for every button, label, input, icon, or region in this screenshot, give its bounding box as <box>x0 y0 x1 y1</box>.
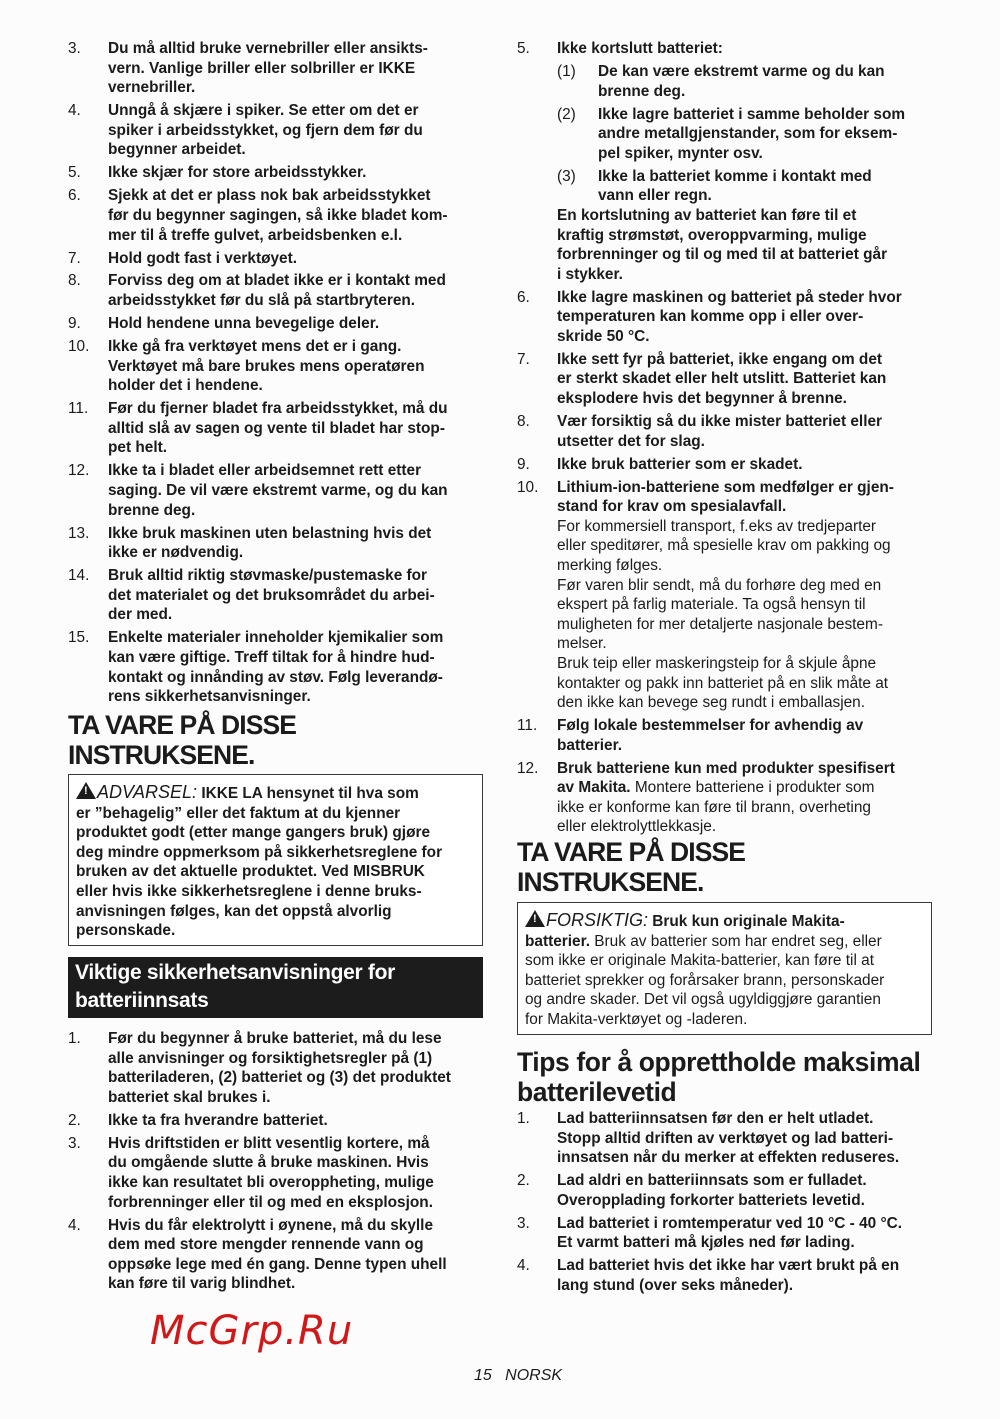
list-item <box>68 1029 488 1107</box>
item-body <box>108 1029 488 1107</box>
item-body <box>108 1134 488 1212</box>
list-item <box>517 350 937 409</box>
item-number: 10. <box>68 338 90 356</box>
item-number: 9. <box>517 455 530 473</box>
caution-bold-text: Bruk kun originale Makita- batterier. <box>525 913 845 950</box>
item-number: 14. <box>68 567 90 585</box>
list-item <box>68 566 488 625</box>
item-text: Lithium-ion-batteriene som medfølger er gjen- stand for krav om spesialavfall. <box>557 478 894 516</box>
list-item <box>517 455 937 475</box>
item-body <box>557 716 937 755</box>
warning-triangle-icon <box>76 782 96 799</box>
item-number: 6. <box>517 288 530 306</box>
list-item <box>68 1111 488 1131</box>
list-item <box>517 288 937 347</box>
item-text: Lad batteriinnsatsen før den er helt utladet. Stopp alltid driften av verktøyet og lad batteri- innsatsen når du merker at effekten reduseres. <box>557 1110 900 1167</box>
page-footer <box>474 1367 562 1385</box>
item-number: 4. <box>68 102 81 120</box>
item-text: Lad aldri en batteriinnsats som er fulladet. Overopplading forkorter batteriets levetid. <box>557 1172 867 1209</box>
warning-box <box>68 774 483 946</box>
item-body <box>557 288 937 347</box>
item-text: Ikke bruk batterier som er skadet. <box>557 455 803 473</box>
item-text: Ikke lagre maskinen og batteriet på steder hvor temperaturen kan komme opp i eller over- skride 50 °C. <box>557 288 902 345</box>
item-text: Før du fjerner bladet fra arbeidsstykket, må du alltid slå av sagen og vente til bladet har stop- pet helt. <box>108 400 448 457</box>
sub-item-number: (2) <box>557 105 576 123</box>
item-number: 5. <box>68 164 81 182</box>
caution-text: Bruk av batterier som har endret seg, eller som ikke er originale Makita-batterier, kan føre til at batteriet sprekker og forårsaker brann, personskader og andre skader. Det vil også ugyldiggjøre garantien for Makita-verktøyet og -laderen. <box>525 932 885 1028</box>
list-item <box>517 39 937 284</box>
page-number: 15 <box>474 1367 492 1384</box>
tips-heading: Tips for å opprettholde maksimal batterilevetid <box>517 1047 921 1107</box>
item-note: Montere batteriene i produkter som ikke er konforme kan føre til brann, overheting eller elektrolyttlekkasje. <box>557 779 875 836</box>
sub-item <box>557 105 937 164</box>
warning-text: IKKE LA hensynet til hva som er ”behagelig” eller det faktum at du kjenner produktet godt (etter mange gangers bruk) gjøre deg mindre oppmerksom på sikkerhetsreglene for bruken av det aktuelle produktet. Ved MISBRUK eller hvis ikke sikkerhetsreglene i denne bruks- anvisningen følges, kan det oppstå alvorlig personskade. <box>76 785 443 940</box>
item-body <box>108 249 488 269</box>
safety-list-right <box>517 39 937 840</box>
caution-label: FORSIKTIG: <box>546 910 649 930</box>
item-text: Enkelte materialer inneholder kjemikalier som kan være giftige. Treff tiltak for å hindre hud- kontakt og innånding av støv. Følg leverandø- rens sikkerhetsanvisninger. <box>108 629 444 706</box>
list-item <box>517 1171 937 1210</box>
item-number: 12. <box>68 462 90 480</box>
item-number: 8. <box>68 272 81 290</box>
item-number: 7. <box>68 249 81 267</box>
item-body <box>557 1109 937 1168</box>
item-text: Før du begynner å bruke batteriet, må du lese alle anvisninger og forsiktighetsregler på (1) batteriladeren, (2) batteriet og (3) det produktet batteriet skal brukes i. <box>108 1030 451 1106</box>
list-item <box>517 716 937 755</box>
list-item <box>517 1109 937 1168</box>
list-item <box>517 1214 937 1253</box>
list-item <box>68 101 488 160</box>
item-body <box>557 1171 937 1210</box>
item-number: 6. <box>68 187 81 205</box>
item-number: 7. <box>517 350 530 368</box>
item-text: Ikke bruk maskinen uten belastning hvis det ikke er nødvendig. <box>108 524 432 562</box>
list-item <box>517 1256 937 1295</box>
item-number: 11. <box>517 717 538 735</box>
sub-item-text: Ikke la batteriet komme i kontakt med vann eller regn. <box>598 167 872 205</box>
item-body <box>108 314 488 334</box>
item-body <box>557 478 937 713</box>
language-label: NORSK <box>505 1367 563 1384</box>
item-text: Unngå å skjære i spiker. Se etter om det er spiker i arbeidsstykket, og fjern dem før du begynner arbeidet. <box>108 102 423 159</box>
sub-item-number: (1) <box>557 62 576 80</box>
item-number: 2. <box>68 1111 81 1129</box>
list-item <box>68 337 488 396</box>
list-item <box>68 628 488 706</box>
item-body <box>557 412 937 451</box>
item-text: Bruk batteriene kun med produkter spesifisert av Makita. <box>557 759 895 797</box>
item-body <box>108 186 488 245</box>
item-number: 1. <box>68 1030 81 1047</box>
list-item <box>68 1134 488 1212</box>
item-number: 15. <box>68 629 90 647</box>
item-body <box>108 101 488 160</box>
item-number: 4. <box>68 1216 81 1234</box>
item-number: 3. <box>517 1214 530 1232</box>
sub-item-text: De kan være ekstremt varme og du kan brenne deg. <box>598 62 885 100</box>
item-body <box>108 566 488 625</box>
list-item <box>68 314 488 334</box>
item-conclusion: En kortslutning av batteriet kan føre til et kraftig strømstøt, overoppvarming, mulige forbrenninger og til og med til at batteriet går i stykker. <box>557 206 888 283</box>
list-item <box>68 163 488 183</box>
item-text: Ikke gå fra verktøyet mens det er i gang. Verktøyet må bare brukes mens operatøren holder det i hendene. <box>108 338 425 395</box>
item-number: 13. <box>68 524 90 542</box>
item-text: Ikke kortslutt batteriet: <box>557 40 723 57</box>
sub-item <box>557 167 937 206</box>
caution-box <box>517 902 932 1035</box>
list-item <box>517 759 937 837</box>
item-number: 3. <box>68 1134 81 1152</box>
item-number: 4. <box>517 1257 530 1275</box>
list-item <box>517 478 937 713</box>
item-number: 9. <box>68 315 81 333</box>
item-text: Følg lokale bestemmelser for avhendig av batterier. <box>557 717 864 754</box>
list-item <box>68 186 488 245</box>
item-note: For kommersiell transport, f.eks av tredjeparter eller speditører, må spesielle krav om pakking og merking følges. Før varen blir sendt, må du forhøre deg med en ekspert på farlig materiale. Ta også hensyn til muligheten for mer detaljerte nasjonale bestem- melser. Bruk teip eller maskeringsteip for å skjule åpne kontakter og pakk inn batteriet på en slik måte at den ikke kan bevege seg rundt i emballasjen. <box>557 517 891 712</box>
item-number: 11. <box>68 400 89 418</box>
item-body <box>108 337 488 396</box>
item-text: Hold godt fast i verktøyet. <box>108 249 297 267</box>
item-body <box>108 1111 488 1131</box>
item-text: Hvis driftstiden er blitt vesentlig kortere, må du omgående slutte å bruke maskinen. Hvis ikke kan resultatet bli overoppheting, mulige forbrenninger eller til og med en eksplosjon. <box>108 1134 434 1211</box>
item-text: Ikke skjær for store arbeidsstykker. <box>108 164 367 182</box>
warning-label: ADVARSEL: <box>97 782 198 802</box>
item-body <box>108 628 488 706</box>
item-number: 3. <box>68 40 81 57</box>
item-text: Du må alltid bruke vernebriller eller ansikts- vern. Vanlige briller eller solbriller er IKKE vernebriller. <box>108 40 428 97</box>
list-item <box>68 39 488 98</box>
list-item <box>68 524 488 563</box>
list-item <box>68 461 488 520</box>
section-heading-save-instructions: TA VARE PÅ DISSE INSTRUKSENE. <box>68 710 297 770</box>
item-text: Hold hendene unna bevegelige deler. <box>108 315 380 333</box>
item-text: Vær forsiktig så du ikke mister batteriet eller utsetter det for slag. <box>557 413 883 450</box>
item-number: 8. <box>517 413 530 431</box>
item-body <box>108 271 488 310</box>
item-number: 12. <box>517 759 539 777</box>
item-body <box>557 759 937 837</box>
item-text: Lad batteriet i romtemperatur ved 10 °C - 40 °C. Et varmt batteri må kjøles ned før lading. <box>557 1214 903 1252</box>
sub-item <box>557 62 937 101</box>
item-body <box>108 461 488 520</box>
section-band-battery-safety: Viktige sikkerhetsanvisninger for batteriinnsats <box>68 957 483 1018</box>
item-number: 5. <box>517 40 530 57</box>
item-body <box>557 455 937 475</box>
item-text: Forviss deg om at bladet ikke er i kontakt med arbeidsstykket før du slå på startbryteren. <box>108 272 446 310</box>
item-body <box>557 1256 937 1295</box>
list-item <box>68 399 488 458</box>
section-heading-save-instructions-right: TA VARE PÅ DISSE INSTRUKSENE. <box>517 837 746 897</box>
item-text: Bruk alltid riktig støvmaske/pustemaske for det materialet og det bruksområdet du arbei- der med. <box>108 567 435 624</box>
item-number: 10. <box>517 478 539 496</box>
item-body <box>108 163 488 183</box>
item-text: Ikke ta i bladet eller arbeidsemnet rett etter saging. De vil være ekstremt varme, og du kan brenne deg. <box>108 462 448 519</box>
list-item <box>68 271 488 310</box>
battery-safety-list <box>68 1029 488 1297</box>
caution-triangle-icon <box>525 910 545 927</box>
item-text: Hvis du får elektrolytt i øynene, må du skylle dem med store mengder rennende vann og oppsøke lege med én gang. Denne typen uhell kan føre til varig blindhet. <box>108 1216 447 1293</box>
item-body <box>108 524 488 563</box>
item-body <box>557 350 937 409</box>
list-item <box>68 249 488 269</box>
safety-list-left <box>68 39 488 710</box>
watermark-logo: McGrp.Ru <box>150 1308 354 1354</box>
sub-item-text: Ikke lagre batteriet i samme beholder som andre metallgjenstander, som for eksem- pel spiker, mynter osv. <box>598 105 906 162</box>
item-body <box>108 1216 488 1294</box>
list-item <box>517 412 937 451</box>
tips-list <box>517 1109 937 1299</box>
item-text: Sjekk at det er plass nok bak arbeidsstykket før du begynner sagingen, så ikke bladet kom- mer til å treffe gulvet, arbeidsbenken e.l. <box>108 187 448 244</box>
item-body <box>108 39 488 98</box>
item-body <box>557 39 937 284</box>
item-text: Ikke ta fra hverandre batteriet. <box>108 1111 328 1129</box>
sub-item-number: (3) <box>557 167 576 185</box>
item-body <box>557 1214 937 1253</box>
item-body <box>108 399 488 458</box>
item-text: Lad batteriet hvis det ikke har vært brukt på en lang stund (over seks måneder). <box>557 1257 900 1294</box>
list-item <box>68 1216 488 1294</box>
item-number: 1. <box>517 1110 530 1127</box>
item-number: 2. <box>517 1172 530 1190</box>
item-text: Ikke sett fyr på batteriet, ikke engang om det er sterkt skadet eller helt utslitt. Batteriet kan eksplodere hvis det begynner å brenne. <box>557 350 887 408</box>
